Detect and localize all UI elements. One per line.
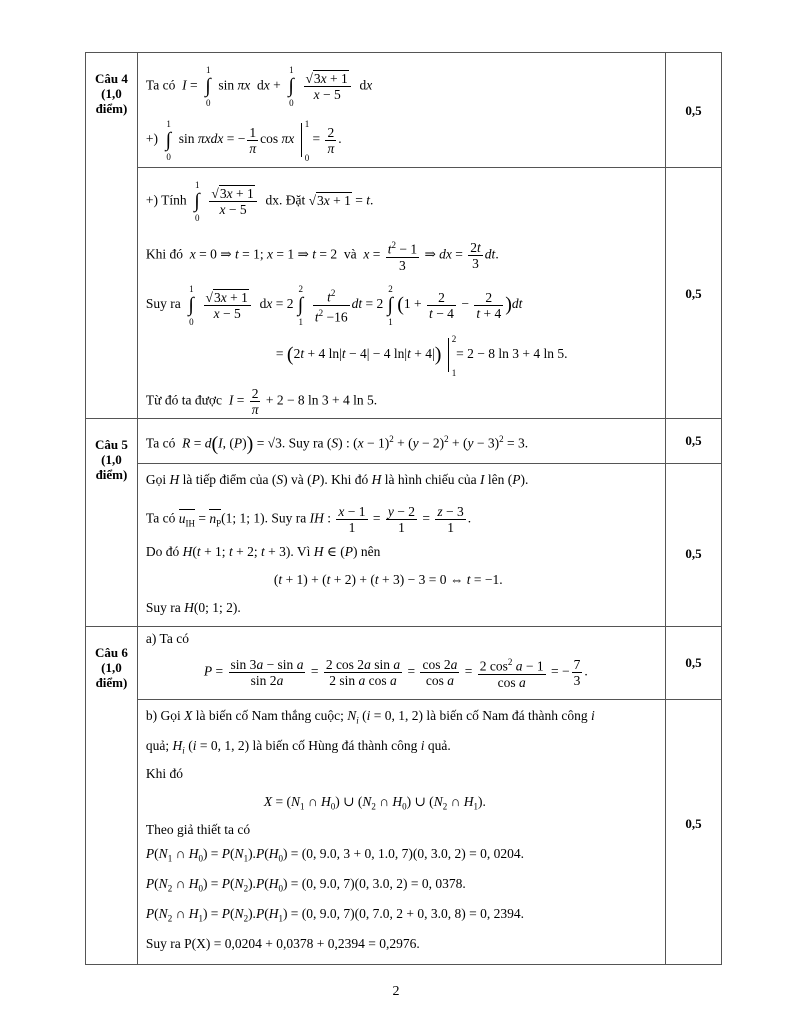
question-unit: điểm) — [95, 675, 128, 690]
score: 0,5 — [685, 816, 702, 831]
text-dat: dx. Đặt — [265, 192, 306, 208]
text-ta-co: Ta có — [145, 510, 176, 526]
score-cell — [666, 168, 722, 419]
text-ta-co: Ta có — [145, 435, 176, 451]
text-tiep-diem: là tiếp điểm của — [182, 472, 269, 487]
score: 0,5 — [685, 103, 702, 118]
question-cell — [86, 627, 138, 965]
question-cell — [86, 53, 138, 419]
answer-cell: Ta có I = ∫ 1 0 sin πx dx + ∫ 1 0 $\frac{√3x + 1}{x - 5}$ dx +) ∫ 1 0 sin πxdx = − $\frac{1}{\pi}$ cos πx 1 0 = $\frac{2}{\pi}$ . — [137, 53, 665, 168]
score: 0,5 — [685, 546, 702, 561]
text-tinh: +) Tính — [145, 192, 187, 208]
text-len: lên — [487, 472, 505, 487]
score-cell — [666, 419, 722, 464]
text-suy-ra-p: Suy ra P(X) = 0,0204 + 0,0378 + 0,2394 = 0,2976. — [145, 936, 420, 951]
text-khi-do: Khi đó — [331, 472, 369, 487]
score-cell — [666, 464, 722, 627]
text-hinh-chieu: là hình chiếu của — [384, 472, 477, 487]
text-suy-ra: Suy ra — [145, 296, 181, 312]
text-ta-co: Ta có — [145, 77, 176, 93]
text-khi-do: Khi đó — [145, 246, 184, 262]
answer-cell: Gọi H là tiếp điểm của (S) và (P). Khi đó H là hình chiếu của I lên (P). Ta có $u_{IH} = n_P(1$; 1; 1). Suy ra IH : $\frac{x - 1}{1}$ = $\frac{y - 2}{1}$ = $\frac{z - 3}{1}$ . Do đó H(t + 1; t + 2; t + 3). Vì H ∈ (P) nên (t + 1) + (t + 2) + (t + 3) − 3 = 0 ⇔ t = −1. Suy ra H(0; 1; 2). — [137, 464, 665, 627]
page-number: 2 — [392, 984, 400, 999]
text-bien-co-nam: là biến cố Nam đá thành công — [426, 708, 588, 723]
score-cell — [666, 53, 722, 168]
question-points: (1,0 — [101, 452, 122, 467]
question-points: (1,0 — [101, 660, 122, 675]
text-bien-co-hung: là biến cố Hùng đá thành công — [252, 738, 418, 753]
text-nen: nên — [360, 544, 381, 559]
question-label: Câu 6 — [95, 645, 128, 660]
text-suy-ra: Suy ra — [145, 600, 181, 615]
text-theo-gia-thiet: Theo giả thiết ta có — [145, 822, 251, 837]
answer-cell: a) Ta có P = $\frac{\text{sin 3a − sin a}}{\sin 2a}$ = $\frac{\text{2 cos 2a sin a}}{\text{2 sin a cos a}}$ = $\frac{\cos 2a}{\text{cos a}}$ = $\frac{2 \cos^2 a - 1}{\text{cos a}}$ = − $\frac{7}{3}$ . — [137, 627, 665, 700]
answer-cell: +) Tính ∫ 1 0 $\frac{√3x + 1}{x - 5}$ dx. Đặt √3x + 1 = t. Khi đó x = 0 ⇒ t = 1; x = 1 ⇒ t = 2 và x = $\frac{t^2 - 1}{3}$ ⇒ dx = $\frac{2t}{3}$ dt. Suy ra ∫ 1 0 $\frac{√3x + 1}{x - 5}$ dx = 2 ∫ 2 1 $\frac{t^2}{t^2 -16}$ dt = 2 ∫ 2 1 (1 + $\frac{2}{t - 4}$ − $\frac{2}{t + 4}$ )dt = (2t + 4 ln|t − 4| − 4 ln|t + 4|) 2 1 = 2 − 8 ln 3 + 4 ln 5. Từ đó ta được I = $\frac{2}{\pi}$ + 2 − 8 ln 3 + 4 ln 5. — [137, 168, 665, 419]
text-goi: Gọi — [145, 472, 167, 487]
text-va: và — [343, 246, 357, 262]
solution-table — [85, 52, 722, 965]
question-cell — [86, 419, 138, 627]
score: 0,5 — [685, 433, 702, 448]
text-qua-end: quả. — [427, 738, 451, 753]
score: 0,5 — [685, 286, 702, 301]
text-b-goi: b) Gọi — [145, 708, 181, 723]
question-points: (1,0 — [101, 86, 122, 101]
answer-cell: b) Gọi X là biến cố Nam thắng cuộc; $N_i$ (i = 0, 1, 2) là biến cố Nam đá thành công i quả; $H_i$ (i = 0, 1, 2) là biến cố Hùng đá thành công i quả. Khi đó $X = (N_1$ ∩ $H_0$) ∪ ($N_2$ ∩ $H_0$) ∪ ($N_2$ ∩ $H_1$). Theo giả thiết ta có $P(N_1$ ∩ $H_0) = P(N_1).P(H_0) = (0$, 9.0, 3 + 0, 1.0, 7)(0, 3.0, 2) = 0, 0204. $P(N_2$ ∩ $H_0) = P(N_2).P(H_0) = (0$, 9.0, 7)(0, 3.0, 2) = 0, 0378. $P(N_2$ ∩ $H_1) = P(N_2).P(H_1) = (0$, 9.0, 7)(0, 7.0, 2 + 0, 3.0, 8) = 0, 2394. Suy ra P(X) = 0,0204 + 0,0378 + 0,2394 = 0,2976. — [137, 700, 665, 965]
text-bien-co: là biến cố Nam thắng cuộc; — [195, 708, 344, 723]
text-a-ta-co: a) Ta có — [145, 631, 189, 646]
question-label: Câu 5 — [95, 437, 128, 452]
question-unit: điểm) — [95, 467, 128, 482]
score-cell — [666, 700, 722, 965]
question-unit: điểm) — [95, 101, 128, 116]
answer-cell: Ta có R = d(I, (P)) = √3. Suy ra (S) : $(x - 1)^2 + (y - 2)^2 + (y - 3)^2 = 3$. — [137, 419, 665, 464]
text-qua: quả; — [145, 738, 170, 753]
text-do-do: Do đó — [145, 544, 180, 559]
score: 0,5 — [685, 655, 702, 670]
question-label: Câu 4 — [95, 71, 128, 86]
text-plus: +) — [145, 131, 159, 147]
text-suy-ra: . Suy ra — [281, 435, 324, 451]
text-vi: Vì — [296, 544, 311, 559]
text-khi-do: Khi đó — [145, 766, 184, 781]
text-tu-do: Từ đó ta được — [145, 392, 223, 408]
score-cell — [666, 627, 722, 700]
